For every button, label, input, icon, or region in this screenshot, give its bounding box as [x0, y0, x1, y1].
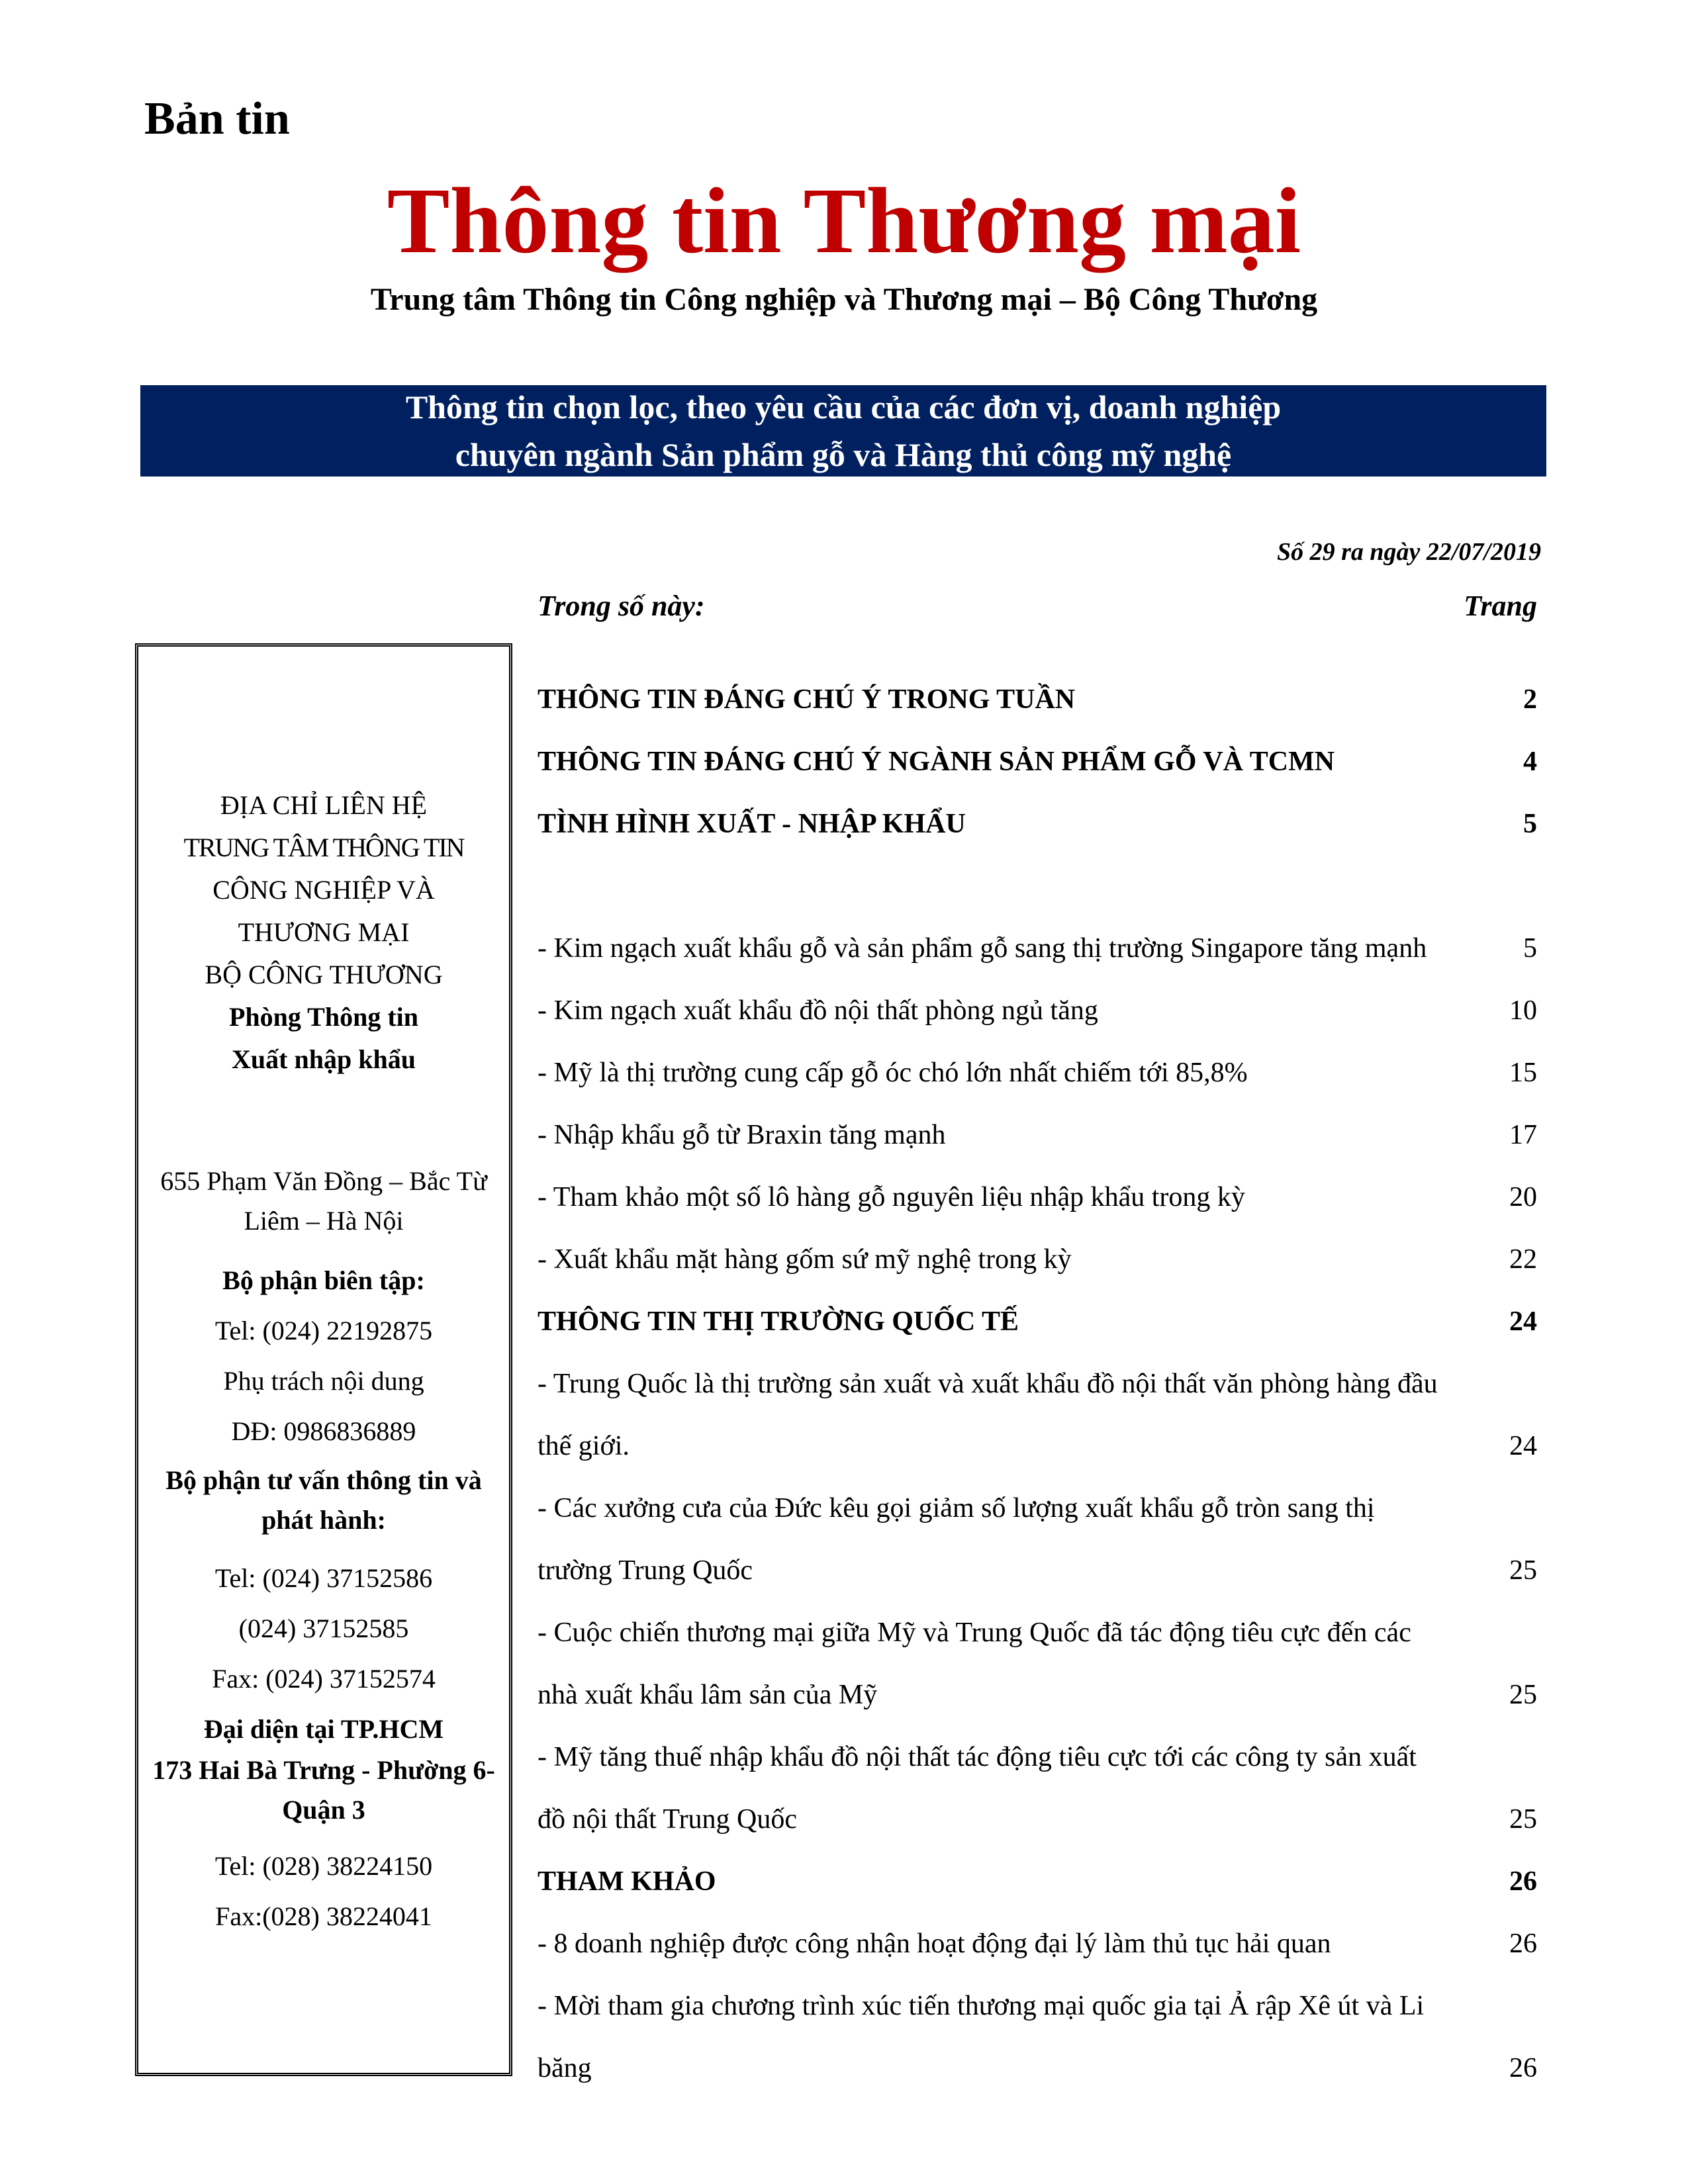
- toc-entry-title: - Cuộc chiến thương mại giữa Mỹ và Trung Quốc đã tác động tiêu cực đến các nhà xuất khẩu lâm sản của Mỹ: [538, 1617, 1411, 1710]
- toc-entry-page: 17: [1509, 1120, 1537, 1150]
- toc-entry[interactable]: [538, 731, 1537, 793]
- toc-entry-title: TÌNH HÌNH XUẤT - NHẬP KHẨU: [538, 809, 966, 839]
- toc-entry-title: - Mỹ tăng thuế nhập khẩu đồ nội thất tác động tiêu cực tới các công ty sản xuất đồ nội thất Trung Quốc: [538, 1742, 1417, 1835]
- toc-entry-page: 4: [1523, 747, 1537, 777]
- toc-entry[interactable]: [538, 1166, 1537, 1228]
- toc-entry-page: 24: [1509, 1431, 1537, 1461]
- contact-address: 655 Phạm Văn Đồng – Bắc Từ Liêm – Hà Nội: [160, 1166, 487, 1236]
- toc-entry-title: - Các xưởng cưa của Đức kêu gọi giảm số lượng xuất khẩu gỗ tròn sang thị trường Trung Quốc: [538, 1493, 1375, 1586]
- contact-box: [135, 643, 512, 2076]
- toc-entry-title: - Xuất khẩu mặt hàng gốm sứ mỹ nghệ trong kỳ: [538, 1244, 1072, 1275]
- toc-entry-page: 26: [1509, 1929, 1537, 1959]
- toc-entry-title: THÔNG TIN ĐÁNG CHÚ Ý NGÀNH SẢN PHẨM GỖ VÀ TCMN: [538, 747, 1335, 777]
- content-manager-phone: DĐ: 0986836889: [231, 1416, 416, 1446]
- toc-entry-page: 25: [1509, 1555, 1537, 1586]
- distribution-fax: Fax: (024) 37152574: [212, 1664, 436, 1694]
- toc-header: [538, 589, 1537, 623]
- toc-entry-title: - Trung Quốc là thị trường sản xuất và xuất khẩu đồ nội thất văn phòng hàng đầu thế giới.: [538, 1369, 1438, 1461]
- toc-entry-title: THÔNG TIN ĐÁNG CHÚ Ý TRONG TUẦN: [538, 684, 1076, 715]
- toc-entry-title: - Tham khảo một số lô hàng gỗ nguyên liệu nhập khẩu trong kỳ: [538, 1182, 1245, 1212]
- toc-entry[interactable]: [538, 1602, 1537, 1726]
- bulletin-title: Thông tin Thương mại: [387, 168, 1301, 273]
- toc-entry[interactable]: [538, 1975, 1537, 2099]
- toc-entry-page: 25: [1509, 1804, 1537, 1835]
- hcm-fax: Fax:(028) 38224041: [215, 1901, 432, 1931]
- bulletin-kicker: Bản tin: [144, 93, 290, 144]
- toc-header-label: Trong số này:: [538, 590, 705, 622]
- toc-entry-page: 5: [1523, 809, 1537, 839]
- toc-entry-page: 15: [1509, 1058, 1537, 1088]
- toc-entry-page: 25: [1509, 1680, 1537, 1710]
- toc-entry-page: 5: [1523, 933, 1537, 964]
- contact-org-line: TRUNG TÂM THÔNG TIN: [183, 833, 464, 862]
- toc-entry[interactable]: [538, 855, 1537, 979]
- toc-entry[interactable]: [538, 1477, 1537, 1602]
- publisher-subtitle: Trung tâm Thông tin Công nghiệp và Thương mại – Bộ Công Thương: [370, 282, 1318, 317]
- toc-entry-page: 20: [1509, 1182, 1537, 1212]
- hcm-tel: Tel: (028) 38224150: [214, 1851, 433, 1881]
- banner-line-1: Thông tin chọn lọc, theo yêu cầu của các đơn vị, doanh nghiệp: [405, 388, 1282, 426]
- toc-entry[interactable]: [538, 979, 1537, 1042]
- contact-dept: Xuất nhập khẩu: [232, 1044, 416, 1074]
- distribution-tel: Tel: (024) 37152586: [214, 1563, 433, 1593]
- contact-org-line: THƯƠNG MẠI: [238, 917, 410, 947]
- distribution-tel-2: (024) 37152585: [238, 1614, 409, 1643]
- toc-entry-page: 10: [1509, 995, 1537, 1026]
- editorial-tel: Tel: (024) 22192875: [214, 1316, 433, 1345]
- contact-ministry: BỘ CÔNG THƯƠNG: [205, 960, 443, 989]
- issue-number: Số 29 ra ngày 22/07/2019: [1276, 538, 1541, 566]
- distribution-heading: Bộ phận tư vấn thông tin và phát hành:: [165, 1465, 482, 1535]
- topic-banner: [140, 385, 1546, 477]
- toc-entry-title: THÔNG TIN THỊ TRƯỜNG QUỐC TẾ: [538, 1306, 1019, 1337]
- toc-entry-page: 26: [1509, 2053, 1537, 2083]
- toc-entry[interactable]: [538, 1042, 1537, 1104]
- editorial-heading: Bộ phận biên tập:: [222, 1265, 425, 1295]
- toc-entry-page: 24: [1509, 1306, 1537, 1337]
- toc-header-page-label: Trang: [1464, 590, 1537, 622]
- toc-entry-title: THAM KHẢO: [538, 1866, 716, 1897]
- hcm-heading: Đại diện tại TP.HCM: [203, 1714, 444, 1744]
- toc-entry-title: - Kim ngạch xuất khẩu gỗ và sản phẩm gỗ sang thị trường Singapore tăng mạnh: [538, 933, 1427, 964]
- toc-entry-title: - Mời tham gia chương trình xúc tiến thương mại quốc gia tại Ả rập Xê út và Li băng: [538, 1991, 1425, 2083]
- toc-entry-page: 26: [1509, 1866, 1537, 1897]
- toc-entry[interactable]: [538, 668, 1537, 731]
- content-manager-label: Phụ trách nội dung: [223, 1366, 424, 1396]
- toc-entry[interactable]: [538, 1104, 1537, 1166]
- hcm-address: 173 Hai Bà Trưng - Phường 6- Quận 3: [152, 1755, 495, 1825]
- banner-line-2: chuyên ngành Sản phẩm gỗ và Hàng thủ công mỹ nghệ: [455, 436, 1232, 473]
- contact-heading: ĐỊA CHỈ LIÊN HỆ: [220, 790, 428, 820]
- toc-entry-title: - Mỹ là thị trường cung cấp gỗ óc chó lớn nhất chiếm tới 85,8%: [538, 1058, 1248, 1088]
- contact-org-line: CÔNG NGHIỆP VÀ: [212, 875, 435, 905]
- toc-entry-page: 2: [1523, 684, 1537, 715]
- toc-entry[interactable]: [538, 1913, 1537, 1975]
- toc-entry[interactable]: [538, 1353, 1537, 1477]
- toc-entry[interactable]: [538, 793, 1537, 855]
- toc-entry-title: - 8 doanh nghiệp được công nhận hoạt động đại lý làm thủ tục hải quan: [538, 1929, 1331, 1959]
- contact-dept: Phòng Thông tin: [228, 1002, 419, 1032]
- toc-entry[interactable]: [538, 1228, 1537, 1291]
- toc-entry[interactable]: [538, 1291, 1537, 1353]
- toc-entry-title: - Nhập khẩu gỗ từ Braxin tăng mạnh: [538, 1120, 946, 1150]
- toc-entry[interactable]: [538, 1850, 1537, 1913]
- toc-entry-title: - Kim ngạch xuất khẩu đồ nội thất phòng ngủ tăng: [538, 995, 1098, 1026]
- toc-entry[interactable]: [538, 1726, 1537, 1850]
- toc-entry-page: 22: [1509, 1244, 1537, 1275]
